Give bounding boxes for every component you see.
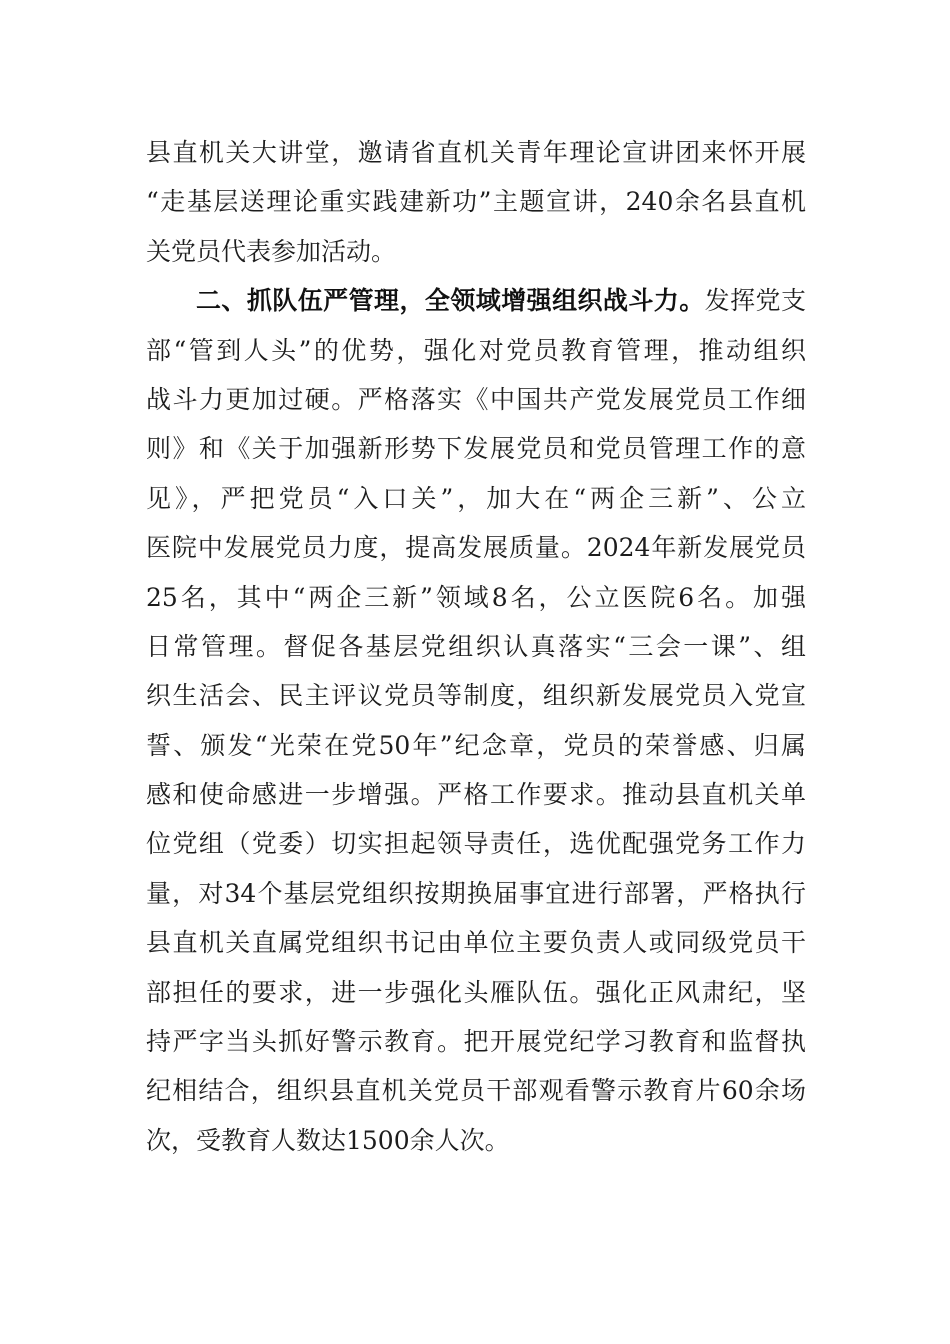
paragraph2-line-3: 战斗力更加过硬。严格落实《中国共产党发展党员工作细 [146, 384, 806, 414]
paragraph2-line-5: 见》，严把党员“入口关”，加大在“两企三新”、公立 [146, 483, 806, 513]
paragraph2-line-12: 位党组（党委）切实担起领导责任，选优配强党务工作力 [146, 829, 806, 859]
paragraph2-line-15: 部担任的要求，进一步强化头雁队伍。强化正风肃纪，坚 [146, 977, 806, 1007]
paragraph2-line-16: 持严字当头抓好警示教育。把开展党纪学习教育和监督执 [146, 1027, 806, 1057]
paragraph2-line-4: 则》和《关于加强新形势下发展党员和党员管理工作的意 [146, 434, 806, 464]
paragraph2-line-6: 医院中发展党员力度，提高发展质量。2024年新发展党员 [146, 533, 806, 563]
paragraph2-line-8: 日常管理。督促各基层党组织认真落实“三会一课”、组 [146, 631, 806, 661]
paragraph2-line-1-rest: 发挥党支 [704, 286, 806, 316]
paragraph2-line-2: 部“管到人头”的优势，强化对党员教育管理，推动组织 [146, 335, 806, 365]
paragraph2-line-1 [146, 276, 806, 325]
body-text [146, 128, 806, 1165]
paragraph2-line-11: 感和使命感进一步增强。严格工作要求。推动县直机关单 [146, 780, 806, 810]
section-heading: 二、抓队伍严管理，全领域增强组织战斗力。 [196, 286, 705, 316]
paragraph1-line-1: 县直机关大讲堂，邀请省直机关青年理论宣讲团来怀开展 [146, 138, 806, 167]
paragraph2-line-9: 织生活会、民主评议党员等制度，组织新发展党员入党宣 [146, 681, 806, 711]
paragraph1-line-3: 关党员代表参加活动。 [146, 236, 397, 266]
paragraph2-line-13: 量，对34个基层党组织按期换届事宜进行部署，严格执行 [146, 878, 806, 908]
paragraph2-line-18: 次，受教育人数达1500余人次。 [146, 1125, 510, 1155]
paragraph2-line-17: 纪相结合，组织县直机关党员干部观看警示教育片60余场 [146, 1076, 806, 1106]
paragraph2-line-10: 誓、颁发“光荣在党50年”纪念章，党员的荣誉感、归属 [146, 730, 806, 760]
paragraph2-line-7: 25名，其中“两企三新”领域8名，公立医院6名。加强 [146, 582, 806, 612]
paragraph1-line-2: “走基层送理论重实践建新功”主题宣讲，240余名县直机 [146, 187, 806, 217]
paragraph2-line-14: 县直机关直属党组织书记由单位主要负责人或同级党员干 [146, 928, 806, 958]
